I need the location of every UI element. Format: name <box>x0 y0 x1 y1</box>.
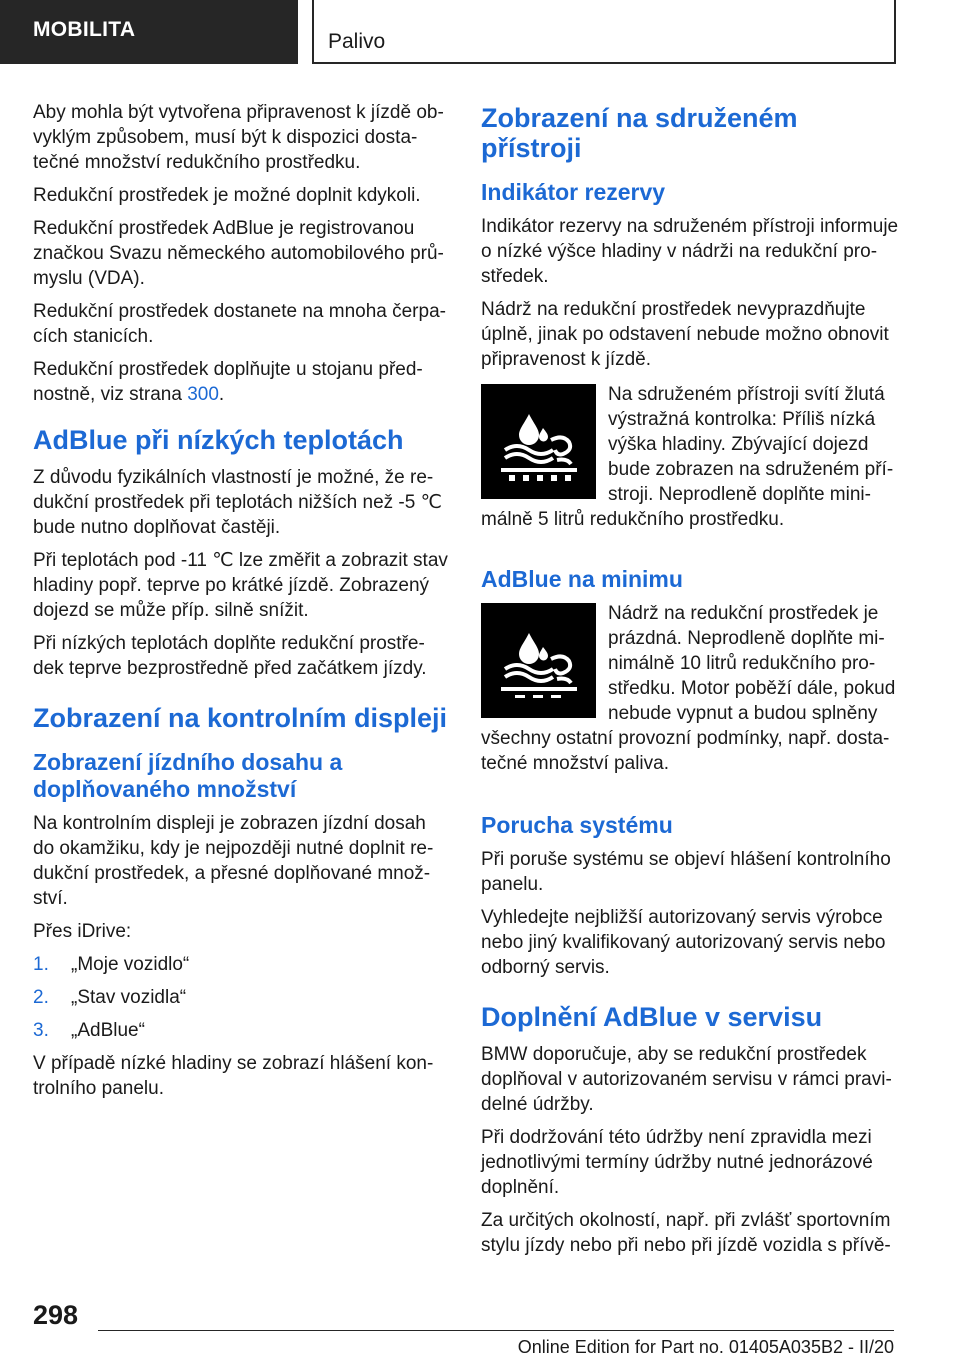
paragraph: Nádrž na redukční prostředek nevyprazdňujte úplně, jinak po odstavení nebude možno obnovit připravenost k jízdě. <box>481 299 889 370</box>
heading-range-display: Zobrazení jízdního dosahu a doplňovaného množství <box>33 749 343 802</box>
paragraph: Nádrž na redukční prostředek je prázdná. Neprodleně doplňte mi-nimálně 10 litrů redukčního pro-středku. Motor poběží dále, pokud nebude vypnut a budou splněny všechny ostatní provozní podmínky, např. dosta-tečné množství paliva. <box>481 603 896 774</box>
idrive-steps <box>33 952 451 1043</box>
list-item <box>33 1018 451 1043</box>
adblue-reserve-icon <box>481 384 596 499</box>
section-title: MOBILITA <box>33 18 136 41</box>
chapter-tab <box>312 0 896 64</box>
paragraph: Za určitých okolností, např. při zvlášť sportovním stylu jízdy nebo při nebo při jízdě vozidla s přívě- <box>481 1210 891 1256</box>
heading-service-refill: Doplnění AdBlue v servisu <box>481 1002 823 1032</box>
list-item <box>33 952 451 977</box>
paragraph: Aby mohla být vytvořena připravenost k jízdě ob-vyklým způsobem, musí být k dispozici dosta-tečné množství redukčního prostředku. <box>33 102 444 173</box>
paragraph: BMW doporučuje, aby se redukční prostředek doplňoval v autorizovaném servisu v rámci pravi-delné údržby. <box>481 1044 892 1115</box>
list-item <box>33 985 451 1010</box>
chapter-title: Palivo <box>328 30 386 53</box>
page-link[interactable]: 300 <box>187 384 219 405</box>
paragraph: Při teplotách pod -11 ℃ lze změřit a zobrazit stav hladiny popř. teprve po krátké jízdě. Zobrazený dojezd se může příp. silně snížit. <box>33 550 448 621</box>
footer-edition: Online Edition for Part no. 01405A035B2 - II/20 <box>517 1337 894 1357</box>
step-number: 3. <box>33 1020 49 1041</box>
heading-low-temperature: AdBlue při nízkých teplotách <box>33 425 404 455</box>
section-tab <box>0 0 298 64</box>
page-number: 298 <box>33 1300 79 1330</box>
paragraph: Při nízkých teplotách doplňte redukční prostře-dek teprve bezprostředně před začátkem jízdy. <box>33 633 427 679</box>
step-text: „Moje vozidlo“ <box>71 954 190 975</box>
paragraph-end: . <box>218 384 225 405</box>
paragraph: Redukční prostředek dostanete na mnoha čerpa-cích stanicích. <box>33 301 446 347</box>
step-text: „Stav vozidla“ <box>71 987 187 1008</box>
paragraph: Vyhledejte nejbližší autorizovaný servis výrobce nebo jiný kvalifikovaný autorizovaný servis nebo odborný servis. <box>481 907 886 978</box>
adblue-minimum-icon <box>481 603 596 718</box>
step-number: 2. <box>33 987 49 1008</box>
paragraph: Přes iDrive: <box>33 921 132 942</box>
paragraph: Na kontrolním displeji je zobrazen jízdní dosah do okamžiku, kdy je nejpozději nutné doplnit re-dukční prostředek, a přesné doplňované množ-ství. <box>33 813 434 909</box>
paragraph: Redukční prostředek AdBlue je registrovanou značkou Svazu německého automobilového prů-myslu (VDA). <box>33 218 444 289</box>
heading-control-display: Zobrazení na kontrolním displeji <box>33 703 448 733</box>
paragraph: Z důvodu fyzikálních vlastností je možné, že re-dukční prostředek při teplotách nižších než -5 ℃ bude nutno doplňovat častěji. <box>33 467 442 538</box>
paragraph: Na sdruženém přístroji svítí žlutá výstražná kontrolka: Příliš nízká výška hladiny. Zbývající dojezd bude zobrazen na sdruženém pří-stroji. Neprodleně doplňte mini-málně 5 litrů redukčního prostředku. <box>481 384 894 530</box>
paragraph-with-link <box>33 357 451 407</box>
heading-adblue-minimum: AdBlue na minimu <box>481 566 683 592</box>
paragraph-text: Redukční prostředek doplňujte u stojanu před-nostně, viz strana <box>33 359 423 405</box>
paragraph: Při dodržování této údržby není zpravidla mezi jednotlivými termíny údržby nutné jednorázové doplnění. <box>481 1127 873 1198</box>
right-column <box>481 100 899 1266</box>
heading-system-fault: Porucha systému <box>481 812 673 838</box>
paragraph: Redukční prostředek je možné doplnit kdykoli. <box>33 185 421 206</box>
step-text: „AdBlue“ <box>71 1020 145 1041</box>
left-column <box>33 100 451 1109</box>
step-number: 1. <box>33 954 49 975</box>
footer-divider <box>98 1330 894 1331</box>
paragraph: V případě nízké hladiny se zobrazí hlášení kon-trolního panelu. <box>33 1053 434 1099</box>
heading-reserve-indicator: Indikátor rezervy <box>481 179 666 205</box>
heading-instrument-cluster: Zobrazení na sdruženém přístroji <box>481 103 798 163</box>
paragraph: Při poruše systému se objeví hlášení kontrolního panelu. <box>481 849 891 895</box>
paragraph: Indikátor rezervy na sdruženém přístroji informuje o nízké výšce hladiny v nádrži na redukční pro-středek. <box>481 216 899 287</box>
